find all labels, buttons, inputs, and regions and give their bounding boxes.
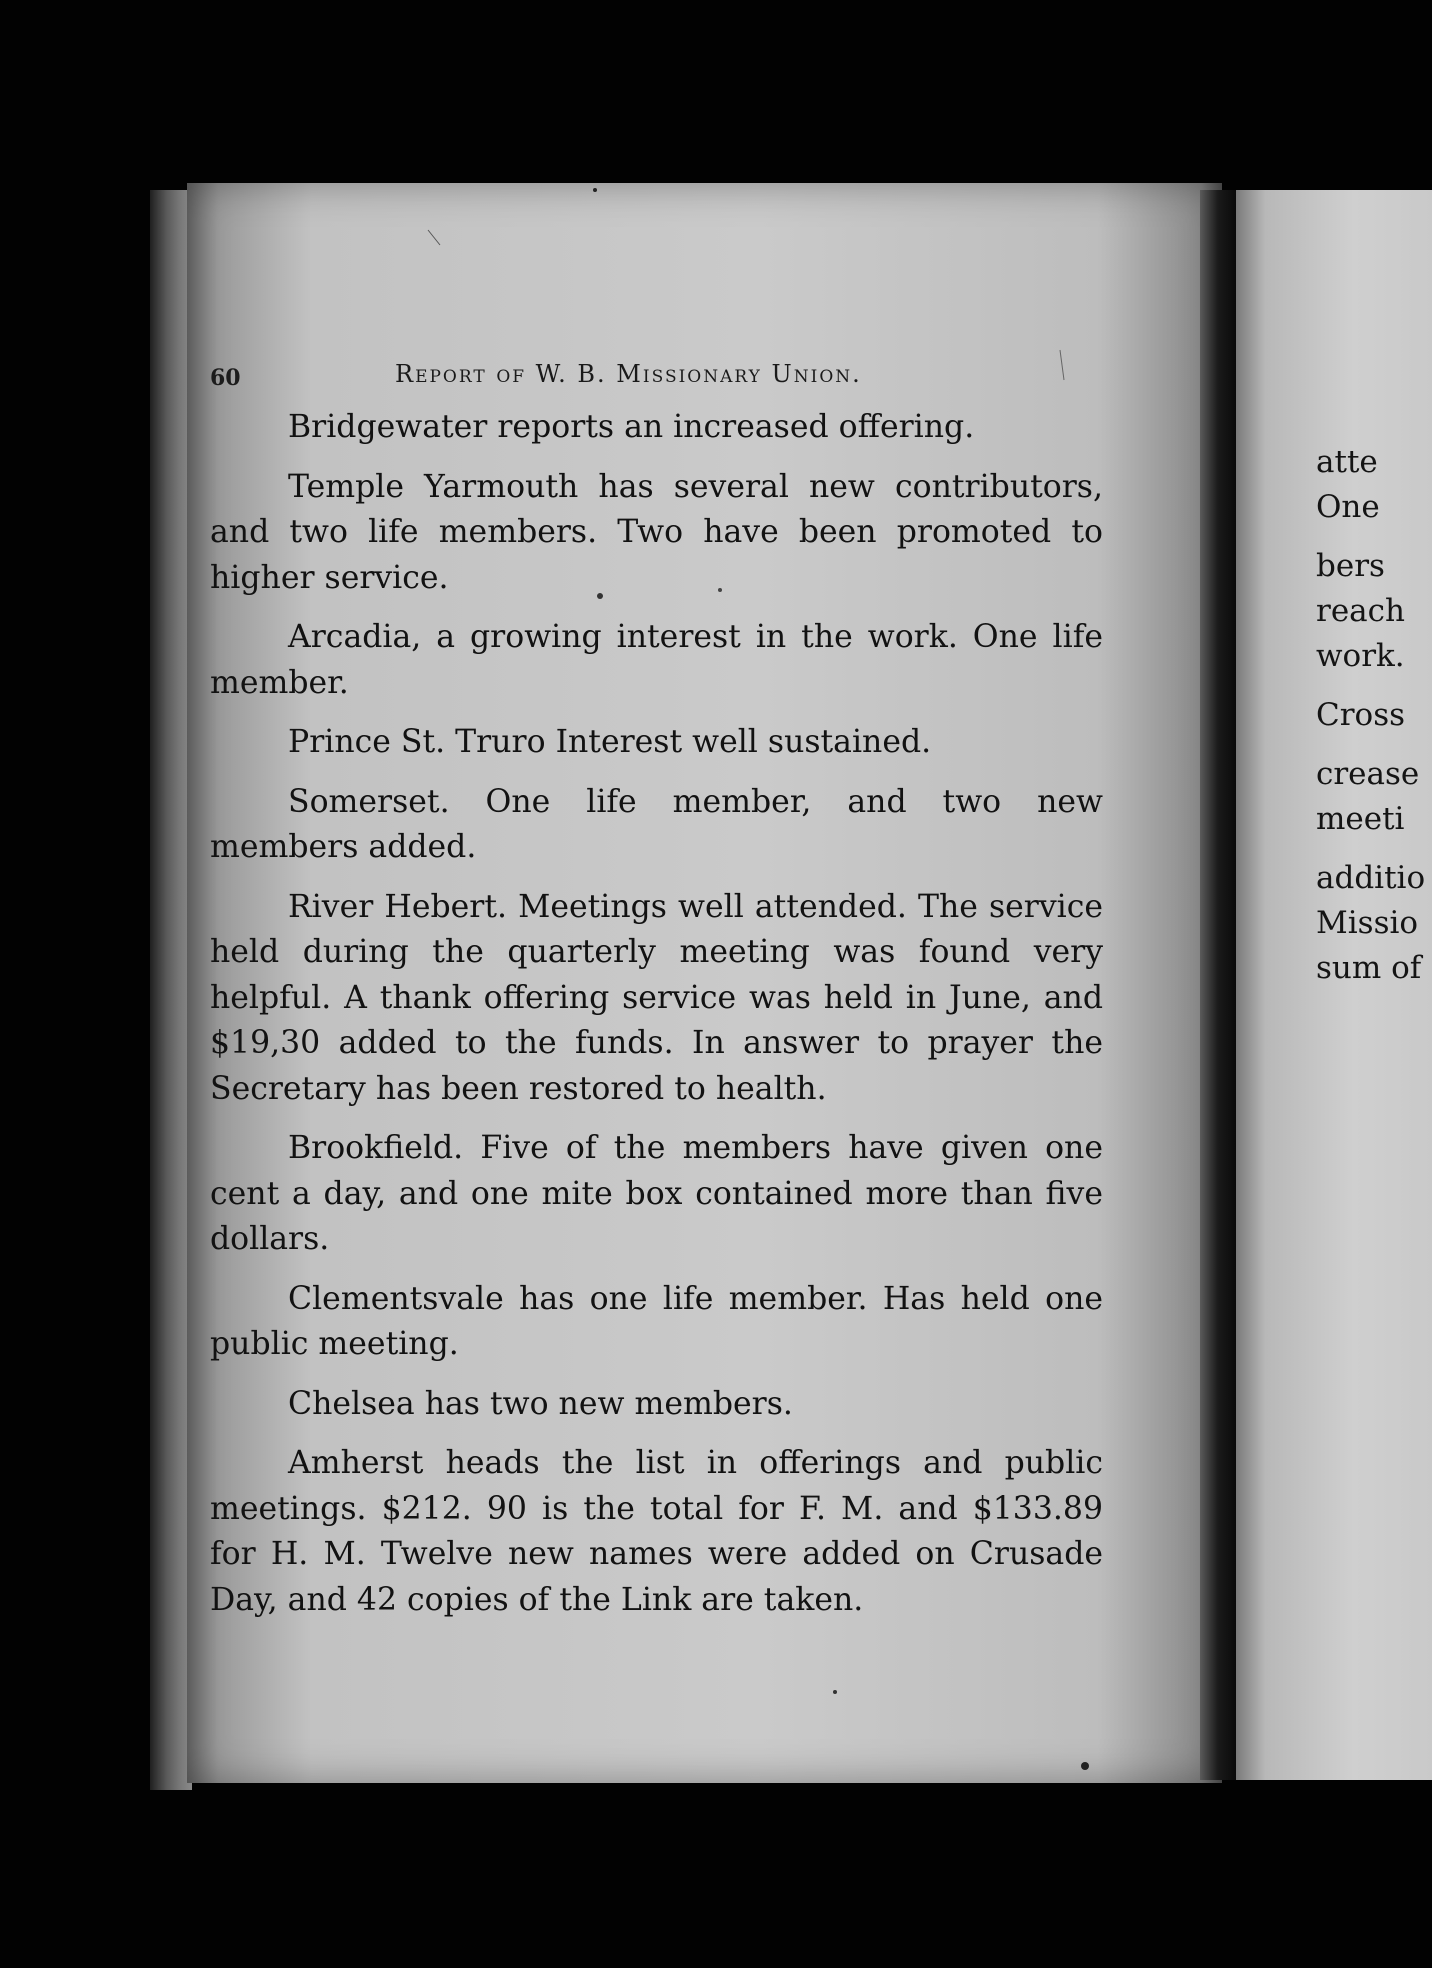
paragraph-temple-yarmouth: Temple Yarmouth has several new contributors, and two life members. Two have been promoted to higher service. [210, 468, 1103, 596]
page-number: 60 [210, 365, 241, 391]
book-gutter [1200, 190, 1236, 1780]
facing-line: Missio [1316, 905, 1419, 941]
facing-line: Cross [1316, 697, 1406, 733]
facing-line: meeti [1316, 801, 1405, 837]
running-head: Report of W. B. Missionary Union. [395, 360, 862, 388]
facing-line: atte [1316, 444, 1378, 480]
facing-line: sum of [1316, 950, 1422, 986]
facing-line: bers [1316, 548, 1385, 584]
paragraph-somerset: Somerset. One life member, and two new members added. [210, 783, 1103, 865]
paragraph-brookfield: Brookfield. Five of the members have given one cent a day, and one mite box contained more than five dollars. [210, 1130, 1103, 1257]
paragraph-clementsvale: Clementsvale has one life member. Has held one public meeting. [210, 1280, 1103, 1362]
facing-page-text [1316, 440, 1432, 991]
facing-line: crease [1316, 756, 1420, 792]
paragraph-arcadia: Arcadia, a growing interest in the work. One life member. [210, 619, 1103, 701]
facing-line: work. [1316, 638, 1405, 674]
facing-line: additio [1316, 860, 1426, 896]
paragraph-river-hebert: River Hebert. Meetings well attended. The service held during the quarterly meeting was found very helpful. A thank offering service was held in June, and $19,30 added to the funds. In answer to prayer the Secretary has been restored to health. [210, 888, 1103, 1107]
facing-line: One [1316, 489, 1380, 525]
paragraph-amherst: Amherst heads the list in offerings and public meetings. $212. 90 is the total for F. M. and $133.89 for H. M. Twelve new names were added on Crusade Day, and 42 copies of the Link are taken. [210, 1445, 1103, 1618]
facing-line: reach [1316, 593, 1405, 629]
page-stack-edge [150, 190, 192, 1790]
paragraph-prince-st-truro: Prince St. Truro Interest well sustained. [288, 724, 932, 760]
paragraph-chelsea: Chelsea has two new members. [288, 1385, 793, 1422]
page-body [210, 405, 1103, 1623]
paragraph-bridgewater: Bridgewater reports an increased offering. [288, 409, 975, 445]
